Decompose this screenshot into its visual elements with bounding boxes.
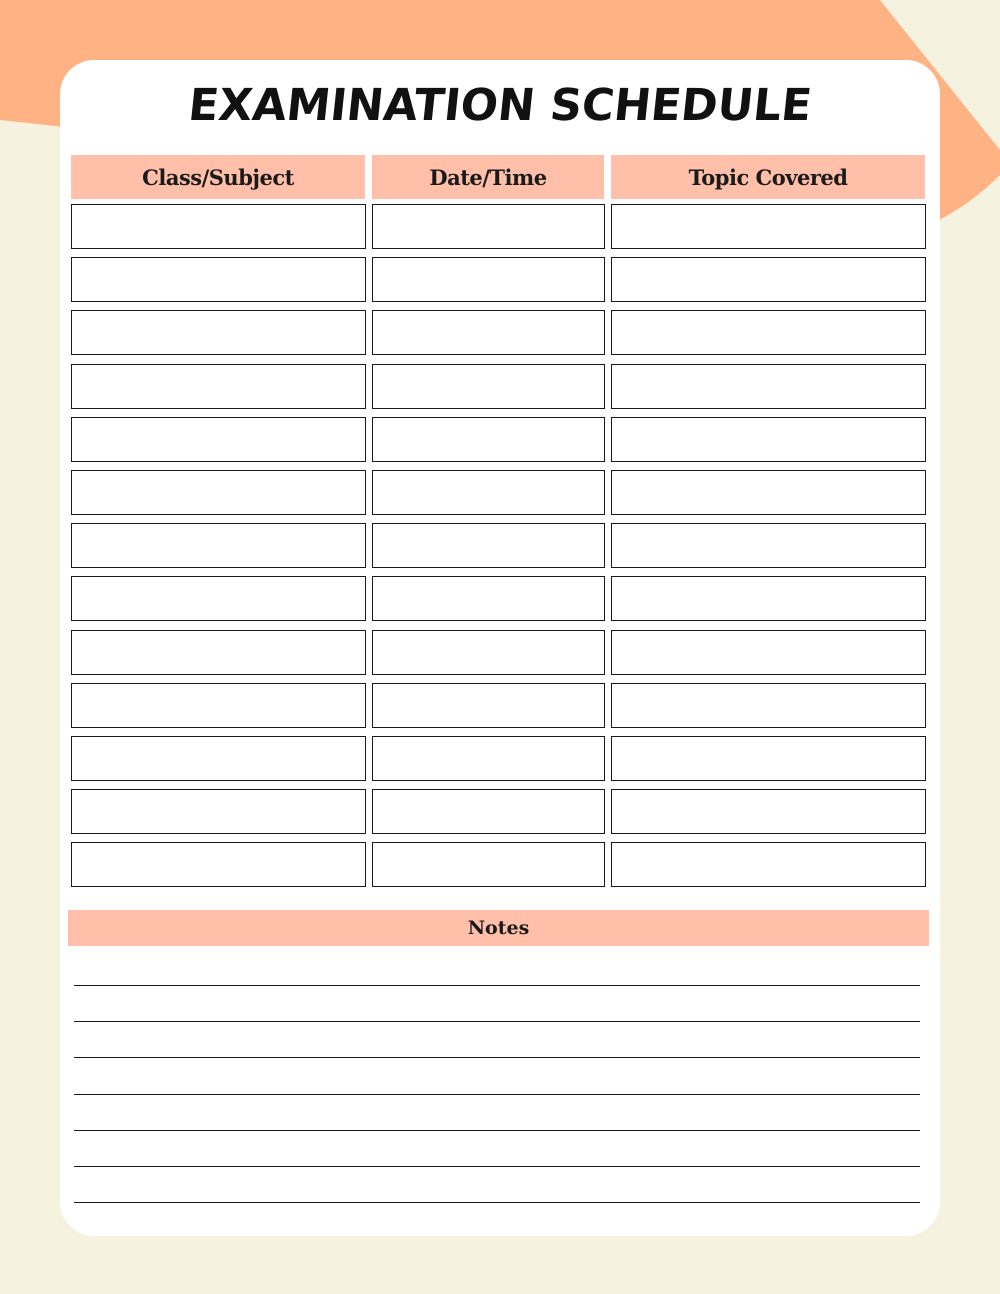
- class-subject-cell: [71, 523, 366, 568]
- topic-covered-cell: [611, 417, 926, 462]
- topic-covered-cell: [611, 470, 926, 515]
- topic-covered-cell: [611, 683, 926, 728]
- class-subject-cell: [71, 470, 366, 515]
- topic-covered-cell: [611, 364, 926, 409]
- date-time-cell: [372, 789, 605, 834]
- notes-ruled-line: [74, 1057, 920, 1058]
- topic-covered-cell: [611, 789, 926, 834]
- class-subject-cell: [71, 736, 366, 781]
- notes-ruled-line: [74, 1094, 920, 1095]
- date-time-cell: [372, 310, 605, 355]
- date-time-cell: [372, 204, 605, 249]
- date-time-cell: [372, 842, 605, 887]
- date-time-cell: [372, 630, 605, 675]
- column-header-date-time: Date/Time: [372, 155, 604, 199]
- notes-heading: Notes: [68, 910, 929, 946]
- notes-ruled-line: [74, 1202, 920, 1203]
- topic-covered-cell: [611, 257, 926, 302]
- date-time-cell: [372, 470, 605, 515]
- topic-covered-cell: [611, 523, 926, 568]
- topic-covered-cell: [611, 310, 926, 355]
- column-header-class-subject: Class/Subject: [71, 155, 365, 199]
- notes-ruled-line: [74, 1166, 920, 1167]
- class-subject-cell: [71, 683, 366, 728]
- topic-covered-cell: [611, 576, 926, 621]
- topic-covered-cell: [611, 204, 926, 249]
- page-title: EXAMINATION SCHEDULE: [185, 80, 815, 131]
- topic-covered-cell: [611, 736, 926, 781]
- notes-ruled-line: [74, 1130, 920, 1131]
- date-time-cell: [372, 736, 605, 781]
- class-subject-cell: [71, 417, 366, 462]
- class-subject-cell: [71, 789, 366, 834]
- class-subject-cell: [71, 310, 366, 355]
- class-subject-cell: [71, 576, 366, 621]
- class-subject-cell: [71, 364, 366, 409]
- class-subject-cell: [71, 630, 366, 675]
- topic-covered-cell: [611, 630, 926, 675]
- class-subject-cell: [71, 842, 366, 887]
- class-subject-cell: [71, 257, 366, 302]
- date-time-cell: [372, 576, 605, 621]
- column-header-topic-covered: Topic Covered: [611, 155, 925, 199]
- notes-ruled-line: [74, 1021, 920, 1022]
- date-time-cell: [372, 683, 605, 728]
- date-time-cell: [372, 257, 605, 302]
- date-time-cell: [372, 417, 605, 462]
- notes-ruled-line: [74, 985, 920, 986]
- date-time-cell: [372, 523, 605, 568]
- date-time-cell: [372, 364, 605, 409]
- class-subject-cell: [71, 204, 366, 249]
- topic-covered-cell: [611, 842, 926, 887]
